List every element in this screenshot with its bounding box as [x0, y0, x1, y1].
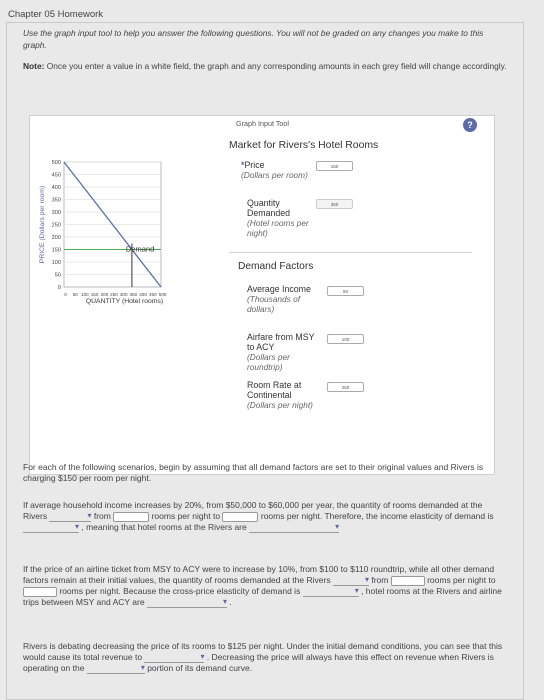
- income-question-text-5: , meaning that hotel rooms at the Rivers are: [81, 522, 247, 532]
- y-tick-label: 0: [57, 285, 61, 291]
- revenue-question-text-3: portion of its demand curve.: [147, 663, 253, 673]
- airfare-input[interactable]: 100: [327, 334, 364, 344]
- x-tick-label: 100: [81, 292, 89, 297]
- quantity-label-text: Quantity Demanded: [247, 198, 291, 218]
- scenario-intro: For each of the following scenarios, begin by assuming that all demand factors are set to their original values and Rivers is charging $150 per room per night.: [23, 462, 484, 483]
- required-mark-icon: *: [241, 160, 245, 170]
- airfare-qty-to-input[interactable]: [23, 587, 57, 597]
- room-rate-units: (Dollars per night): [247, 400, 313, 410]
- airfare-question: [23, 564, 503, 608]
- price-label-text: Price: [244, 160, 265, 170]
- income-question-text-4: rooms per night. Therefore, the income elasticity of demand is: [260, 511, 494, 521]
- income-good-type-dropdown[interactable]: [249, 523, 339, 533]
- y-axis-label: PRICE (Dollars per room): [39, 185, 46, 264]
- income-units: (Thousands of dollars): [247, 294, 301, 314]
- quantity-label: [247, 198, 317, 238]
- y-tick-label: 250: [51, 222, 61, 229]
- airfare-label-text: Airfare from MSY to ACY: [247, 332, 315, 352]
- goods-relationship-dropdown[interactable]: [147, 598, 227, 608]
- income-question-text-3: rooms per night to: [151, 511, 221, 521]
- income-input[interactable]: 50: [327, 286, 364, 296]
- demand-curve-label: Demand: [125, 244, 155, 254]
- airfare-label: [247, 332, 323, 372]
- x-tick-label: 500: [158, 292, 167, 297]
- x-tick-label: 400: [139, 292, 147, 297]
- x-tick-label: 50: [72, 292, 78, 297]
- intro-text: Use the graph input tool to help you answer the following questions. You will not be graded on any changes you make to this graph.: [23, 28, 484, 50]
- income-qty-to-input[interactable]: [222, 512, 258, 522]
- income-label-text: Average Income: [247, 284, 311, 294]
- demand-chart: [30, 116, 230, 316]
- airfare-question-text-1: If the price of an airline ticket from MSY to ACY were to increase by 10%, from $100 to $110 roundtrip, while all other demand factors remain at their initial values, the quantity of rooms demanded at the Rivers: [23, 564, 495, 585]
- x-tick-label: 150: [90, 292, 99, 297]
- x-axis-label: QUANTITY (Hotel rooms): [85, 298, 164, 305]
- airfare-question-text-3: rooms per night to: [427, 575, 496, 585]
- tool-title: Graph Input Tool: [236, 119, 290, 128]
- airfare-units: (Dollars per roundtrip): [247, 352, 290, 372]
- airfare-question-text-5: , hotel rooms at the Rivers and airline trips between MSY and ACY are: [23, 586, 502, 607]
- income-question: [23, 500, 503, 533]
- income-qty-from-input[interactable]: [113, 512, 149, 522]
- room-rate-input[interactable]: 250: [327, 382, 364, 392]
- room-rate-label: [247, 380, 323, 410]
- y-tick-label: 400: [51, 185, 61, 191]
- revenue-question: [23, 641, 503, 674]
- y-tick-labels: [52, 160, 61, 291]
- y-tick-label: 300: [51, 210, 61, 216]
- chapter-title: Chapter 05 Homework: [8, 9, 104, 20]
- y-tick-label: 100: [51, 260, 61, 266]
- y-tick-label: 50: [54, 272, 61, 279]
- income-elasticity-dropdown[interactable]: [23, 523, 79, 533]
- airfare-question-text-6: .: [229, 597, 232, 607]
- price-label: [241, 160, 311, 180]
- x-tick-label: 300: [119, 292, 128, 297]
- y-tick-label: 200: [51, 235, 61, 241]
- x-tick-label: 250: [110, 292, 118, 297]
- airfare-qty-from-input[interactable]: [391, 576, 425, 586]
- demand-factors-title: Demand Factors: [238, 261, 314, 272]
- x-tick-label: 200: [100, 292, 109, 297]
- airfare-question-text-2: from: [371, 575, 389, 585]
- revenue-effect-dropdown[interactable]: [144, 653, 204, 663]
- revenue-question-text-1: Rivers is debating decreasing the price of its rooms to $125 per night. Under the initial demand conditions, you can see that this would cause its total revenue to: [23, 641, 503, 662]
- quantity-units: (Hotel rooms per night): [247, 218, 309, 238]
- note-body: Once you enter a value in a white field, the graph and any corresponding amounts in each grey field will change accordingly.: [44, 61, 507, 71]
- graph-input-tool: [29, 115, 495, 475]
- y-tick-label: 450: [51, 172, 61, 179]
- y-tick-label: 350: [51, 197, 61, 204]
- section-divider: [229, 252, 472, 253]
- x-tick-label: 0: [64, 292, 67, 297]
- note-text: [23, 60, 508, 72]
- y-tick-label: 150: [51, 247, 61, 254]
- quantity-output: 350: [316, 199, 353, 209]
- help-icon[interactable]: ?: [463, 118, 477, 132]
- cross-elasticity-dropdown[interactable]: [303, 587, 359, 597]
- revenue-question-text-2: . Decreasing the price will always have this effect on revenue when Rivers is operating on the: [23, 652, 494, 673]
- income-question-text-1: If average household income increases by 20%, from $50,000 to $60,000 per year, the quantity of rooms demanded at the Rivers: [23, 500, 483, 521]
- income-direction-dropdown[interactable]: [49, 512, 91, 522]
- price-units: (Dollars per room): [241, 170, 308, 180]
- market-title: Market for Rivers's Hotel Rooms: [229, 140, 379, 151]
- homework-panel: [6, 22, 524, 700]
- note-label: Note:: [23, 61, 45, 71]
- room-rate-label-text: Room Rate at Continental: [247, 380, 302, 400]
- income-question-text-2: from: [93, 511, 111, 521]
- demand-portion-dropdown[interactable]: [87, 664, 145, 674]
- x-tick-labels: [64, 292, 167, 297]
- y-tick-label: 500: [51, 160, 61, 166]
- price-input[interactable]: 150: [316, 161, 353, 171]
- airfare-question-text-4: rooms per night. Because the cross-price elasticity of demand is: [59, 586, 301, 596]
- x-tick-label: 350: [129, 292, 138, 297]
- airfare-direction-dropdown[interactable]: [333, 576, 369, 586]
- x-tick-label: 450: [148, 292, 157, 297]
- income-label: [247, 284, 317, 314]
